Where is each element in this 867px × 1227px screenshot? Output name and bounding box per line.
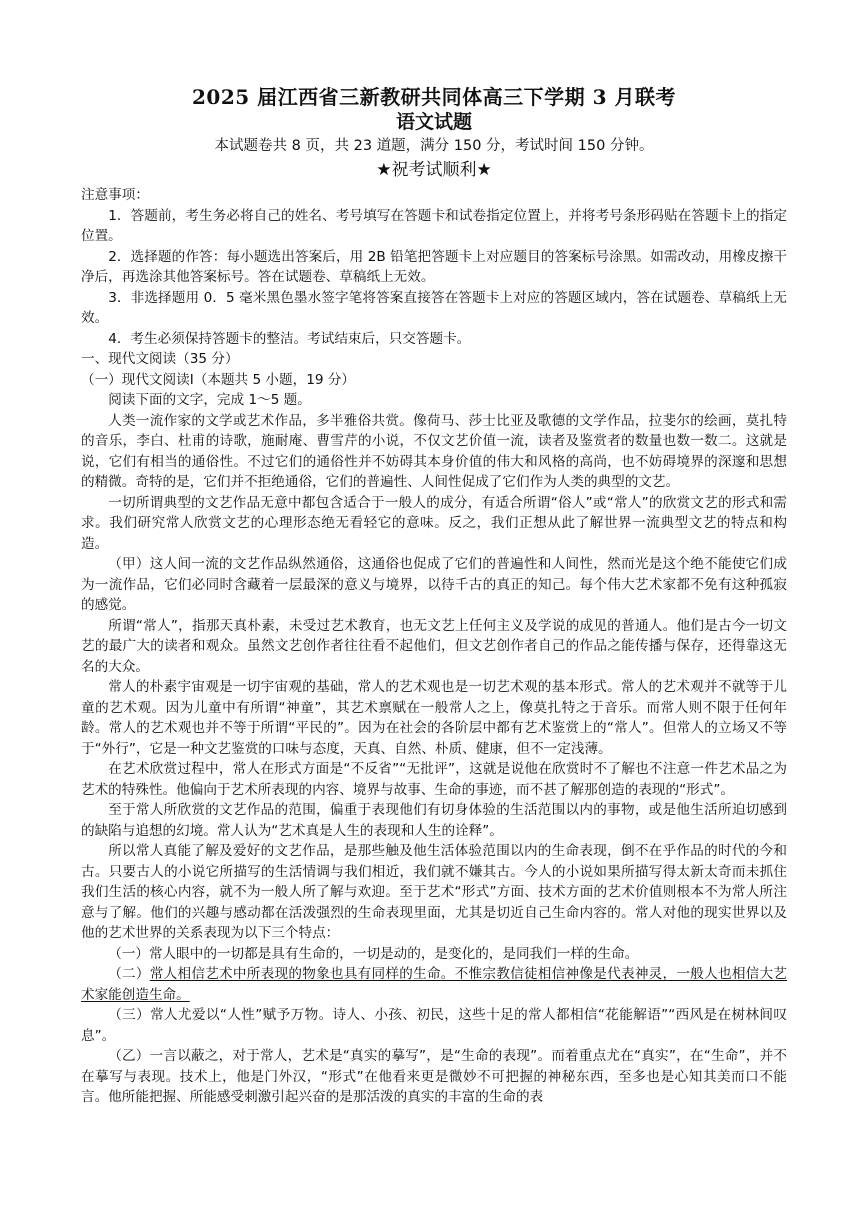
exam-info: 本试题卷共 8 页，共 23 道题，满分 150 分，考试时间 150 分钟。 xyxy=(214,138,654,154)
passage-list-item: （一）常人眼中的一切都是具有生命的，一切是动的，是变化的，是同我们一样的生命。 xyxy=(108,945,639,962)
good-luck-banner: ★祝考试顺利★ xyxy=(376,160,492,180)
passage-paragraph: 所谓“常人”，指那天真朴素，未受过艺术教育，也无文艺上任何主义及学说的成见的普通人。他们是古今一切文艺的最广大的读者和观众。虽然文艺创作者往往看不起他们，但文艺创作者自己的作品之能传播与保存，还得靠这无名的大众。 xyxy=(81,617,787,675)
section-heading: 一、现代文阅读（35 分） xyxy=(81,351,239,367)
subject-title: 语文试题 xyxy=(395,111,472,133)
notice-item: 2．选择题的作答：每小题选出答案后，用 2B 铅笔把答题卡上对应题目的答案标号涂黑。如需改动，用橡皮擦干净后，再选涂其他答案标号。答在试题卷、草稿纸上无效。 xyxy=(81,248,787,285)
list-item-number: （二） xyxy=(108,966,150,982)
notice-heading: 注意事项： xyxy=(81,187,149,203)
passage-paragraph: 人类一流作家的文学或艺术作品，多半雅俗共赏。像荷马、莎士比亚及歌德的文学作品，拉斐尔的绘画，莫扎特的音乐，李白、杜甫的诗歌，施耐庵、曹雪芹的小说，不仅文艺价值一流，读者及鉴赏者的数量也数一数二。这就是说，它们有相当的通俗性。不过它们的通俗性并不妨碍其本身价值的伟大和风格的高尚，也不妨碍境界的深邃和思想的精微。奇特的是，它们并不拒绝通俗，它们的普遍性、人间性促成了它们作为人类的典型的文艺。 xyxy=(81,412,787,490)
passage-paragraph: 所以常人真能了解及爱好的文艺作品，是那些触及他生活体验范围以内的生命表现，倒不在乎作品的时代的今和古。只要古人的小说它所描写的生活情调与我们相近，我们就不嫌其古。今人的小说如果所描写得太新太奇而未抓住我们生活的核心内容，就不为一般人所了解与欢迎。至于艺术“形式”方面、技术方面的艺术价值则根本不为常人所注意与了解。他们的兴趣与感动都在活泼强烈的生命表现里面，尤其是切近自己生命内容的。常人对他的现实世界以及他的艺术世界的关系表现为以下三个特点： xyxy=(81,843,787,941)
passage-paragraph: 一切所谓典型的文艺作品无意中都包含适合于一般人的成分，有适合所谓“俗人”或“常人”的欣赏文艺的形式和需求。我们研究常人欣赏文艺的心理形态绝无看轻它的意味。反之，我们正想从此了解世界一流典型文艺的特点和构造。 xyxy=(81,494,787,552)
passage-paragraph: 在艺术欣赏过程中，常人在形式方面是“不反省”“无批评”，这就是说他在欣赏时不了解也不注意一件艺术品之为艺术的特殊性。他偏向于艺术所表现的内容、境界与故事、生命的事迹，而不甚了解那创造的表现的“形式”。 xyxy=(81,761,787,798)
passage-paragraph: （乙）一言以蔽之，对于常人，艺术是“真实的摹写”，是“生命的表现”。而着重点尤在“真实”，在“生命”，并不在摹写与表现。技术上，他是门外汉，“形式”在他看来更是微妙不可把握的神秘东西，至多也是心知其美而口不能言。他所能把握、所能感受刺激引起兴奋的是那活泼的真实的丰富的生命的表 xyxy=(81,1048,787,1105)
exam-body xyxy=(81,185,787,1108)
passage-list-item xyxy=(81,964,787,1005)
section-subheading: （一）现代文阅读Ⅰ（本题共 5 小题，19 分） xyxy=(81,371,356,388)
notice-item: 4．考生必须保持答题卡的整洁。考试结束后，只交答题卡。 xyxy=(108,330,471,347)
reading-instruction: 阅读下面的文字，完成 1～5 题。 xyxy=(108,392,311,408)
exam-title: 2025 届江西省三新教研共同体高三下学期 3 月联考 xyxy=(192,85,676,109)
passage-paragraph: 常人的朴素宇宙观是一切宇宙观的基础，常人的艺术观也是一切艺术观的基本形式。常人的艺术观并不就等于儿童的艺术观。因为儿童中有所谓“神童”，其艺术禀赋在一般常人之上，像莫扎特之于音乐。而常人则不限于任何年龄。常人的艺术观也并不等于所谓“平民的”。因为在社会的各阶层中都有艺术鉴赏上的“常人”。但常人的立场又不等于“外行”，它是一种文艺鉴赏的口味与态度，天真、自然、朴质、健康，但不一定浅薄。 xyxy=(81,679,787,757)
notice-item: 3．非选择题用 0．5 毫米黑色墨水签字笔将答案直接答在答题卡上对应的答题区域内，答在试题卷、草稿纸上无效。 xyxy=(81,289,787,326)
notice-item: 1．答题前，考生务必将自己的姓名、考号填写在答题卡和试卷指定位置上，并将考号条形码贴在答题卡上的指定位置。 xyxy=(81,207,787,244)
underlined-sentence: 常人相信艺术中所表现的物象也具有同样的生命。不惟宗教信徒相信神像是代表神灵，一般人也相信大艺术家能创造生命。 xyxy=(81,966,787,1003)
passage-paragraph: （甲）这人间一流的文艺作品纵然通俗，这通俗也促成了它们的普遍性和人间性，然而光是这个绝不能使它们成为一流作品，它们必同时含藏着一层最深的意义与境界，以待千古的真正的知己。每个伟大艺术家都不免有这种孤寂的感觉。 xyxy=(81,556,787,613)
passage-paragraph: 至于常人所欣赏的文艺作品的范围，偏重于表现他们有切身体验的生活范围以内的事物，或是他生活所迫切感到的缺陷与追想的幻境。常人认为“艺术真是人生的表现和人生的诠释”。 xyxy=(81,802,787,839)
passage-list-item: （三）常人尤爱以“人性”赋予万物。诗人、小孩、初民，这些十足的常人都相信“花能解语”“西风是在树林间叹息”。 xyxy=(81,1007,787,1044)
